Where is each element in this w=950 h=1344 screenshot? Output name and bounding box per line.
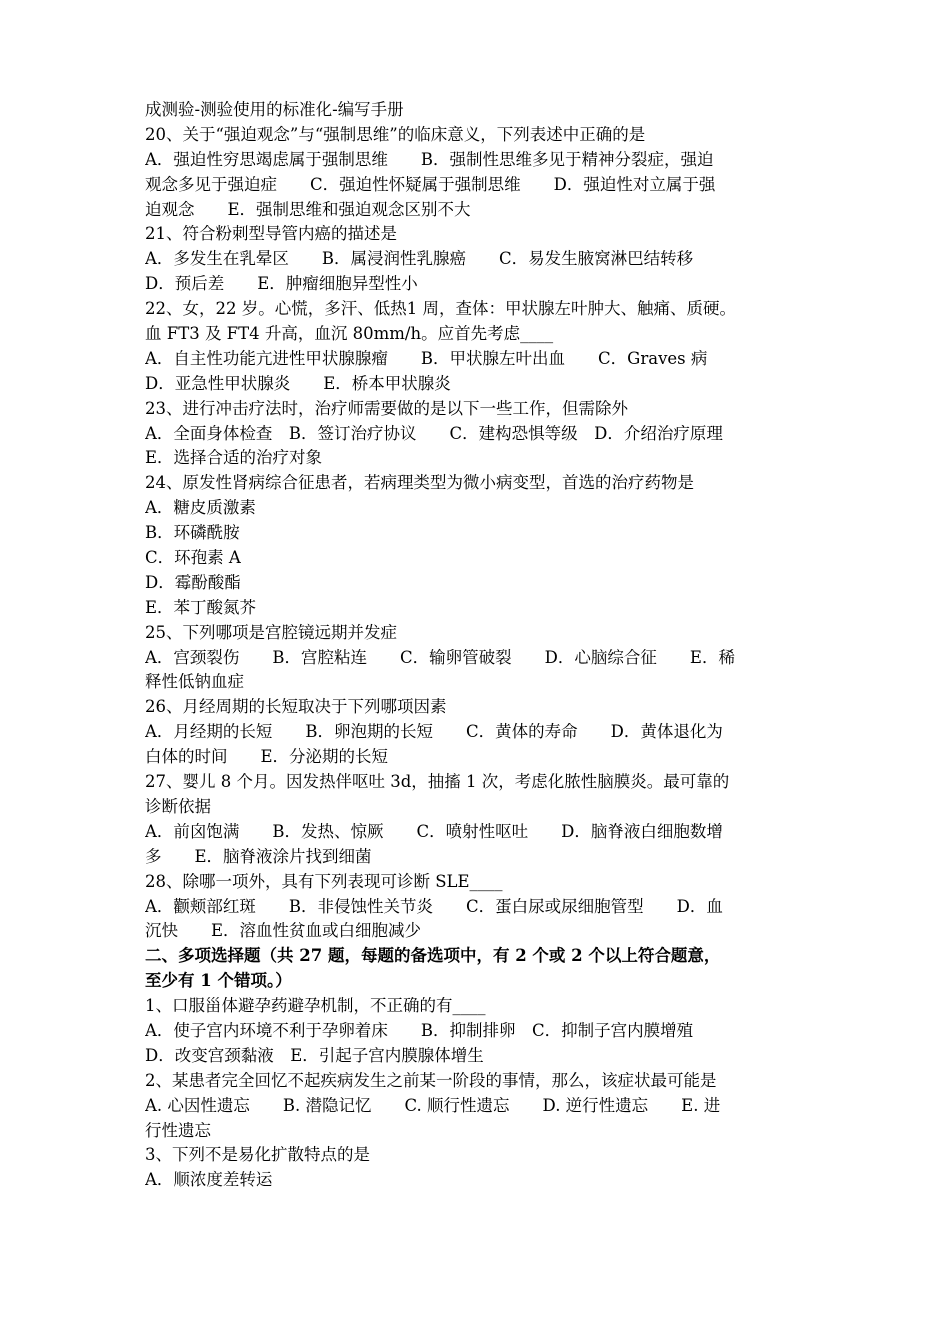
- text-line: 白体的时间 E．分泌期的长短: [145, 747, 389, 767]
- text-line: A．顺浓度差转运: [145, 1170, 273, 1190]
- text-line: 23、进行冲击疗法时，治疗师需要做的是以下一些工作，但需除外: [145, 398, 628, 418]
- text-line: D．亚急性甲状腺炎 E．桥本甲状腺炎: [145, 373, 451, 393]
- text-line: A．月经期的长短 B．卵泡期的长短 C．黄体的寿命 D．黄体退化为: [145, 722, 723, 742]
- text-line: 迫观念 E．强制思维和强迫观念区别不大: [145, 199, 471, 219]
- text-line: 26、月经周期的长短取决于下列哪项因素: [145, 697, 447, 717]
- text-line: 1、口服甾体避孕药避孕机制，不正确的有____: [145, 996, 486, 1016]
- text-line: 22、女，22 岁。心慌，多汗、低热1 周，查体：甲状腺左叶肿大、触痛、质硬。: [145, 299, 736, 319]
- text-line: 成测验-测验使用的标准化-编写手册: [145, 100, 404, 119]
- text-line: 25、下列哪项是宫腔镜远期并发症: [145, 622, 397, 642]
- text-line: 21、符合粉刺型导管内癌的描述是: [145, 224, 397, 244]
- text-line: D．预后差 E．肿瘤细胞异型性小: [145, 274, 418, 294]
- text-line: A．前囟饱满 B．发热、惊厥 C．喷射性呕吐 D．脑脊液白细胞数增: [145, 821, 723, 841]
- text-line: C．环孢素 A: [145, 548, 241, 568]
- text-line: 观念多见于强迫症 C．强迫性怀疑属于强制思维 D．强迫性对立属于强: [145, 174, 716, 194]
- text-line: 20、关于“强迫观念”与“强制思维”的临床意义，下列表述中正确的是: [145, 124, 646, 144]
- text-line: 至少有 1 个错项。）: [145, 971, 292, 991]
- text-line: A．糖皮质激素: [145, 498, 256, 518]
- text-line: D．霉酚酸酯: [145, 572, 241, 592]
- text-line: E．苯丁酸氮芥: [145, 597, 257, 617]
- text-line: 3、下列不是易化扩散特点的是: [145, 1145, 370, 1165]
- text-line: 释性低钠血症: [145, 672, 244, 692]
- text-line: A．宫颈裂伤 B．宫腔粘连 C．输卵管破裂 D．心脑综合征 E．稀: [145, 647, 735, 667]
- text-line: 27、婴儿 8 个月。因发热伴呕吐 3d，抽搐 1 次，考虑化脓性脑膜炎。最可靠的: [145, 772, 730, 792]
- text-line: 诊断依据: [145, 796, 211, 816]
- text-line: D．改变宫颈黏液 E．引起子宫内膜腺体增生: [145, 1045, 484, 1065]
- text-line: A. 心因性遗忘 B. 潜隐记忆 C. 顺行性遗忘 D. 逆行性遗忘 E. 进: [145, 1095, 721, 1115]
- text-line: A．全面身体检查 B．签订治疗协议 C．建构恐惧等级 D．介绍治疗原理: [145, 423, 723, 443]
- text-line: A．多发生在乳晕区 B．属浸润性乳腺癌 C．易发生腋窝淋巴结转移: [145, 249, 694, 269]
- text-line: 血 FT3 及 FT4 升高，血沉 80mm/h。应首先考虑____: [145, 324, 554, 344]
- text-line: 行性遗忘: [145, 1120, 211, 1140]
- text-line: E．选择合适的治疗对象: [145, 448, 323, 468]
- text-line: 二、多项选择题（共 27 题，每题的备选项中，有 2 个或 2 个以上符合题意，: [145, 946, 721, 966]
- document-page: [145, 98, 810, 1193]
- text-line: A．颧颊部红斑 B．非侵蚀性关节炎 C．蛋白尿或尿细胞管型 D．血: [145, 896, 723, 916]
- text-line: A．强迫性穷思竭虑属于强制思维 B．强制性思维多见于精神分裂症，强迫: [145, 149, 714, 169]
- text-line: 28、除哪一项外，具有下列表现可诊断 SLE____: [145, 871, 503, 891]
- text-line: A．使子宫内环境不利于孕卵着床 B．抑制排卵 C．抑制子宫内膜增殖: [145, 1020, 694, 1040]
- text-line: A．自主性功能亢进性甲状腺腺瘤 B．甲状腺左叶出血 C．Graves 病: [145, 348, 708, 368]
- text-line: B．环磷酰胺: [145, 523, 240, 543]
- text-line: 沉快 E．溶血性贫血或白细胞减少: [145, 921, 422, 941]
- text-line: 多 E．脑脊液涂片找到细菌: [145, 846, 372, 866]
- text-line: 24、原发性肾病综合征患者，若病理类型为微小病变型，首选的治疗药物是: [145, 473, 694, 493]
- text-line: 2、某患者完全回忆不起疾病发生之前某一阶段的事情，那么，该症状最可能是: [145, 1070, 717, 1090]
